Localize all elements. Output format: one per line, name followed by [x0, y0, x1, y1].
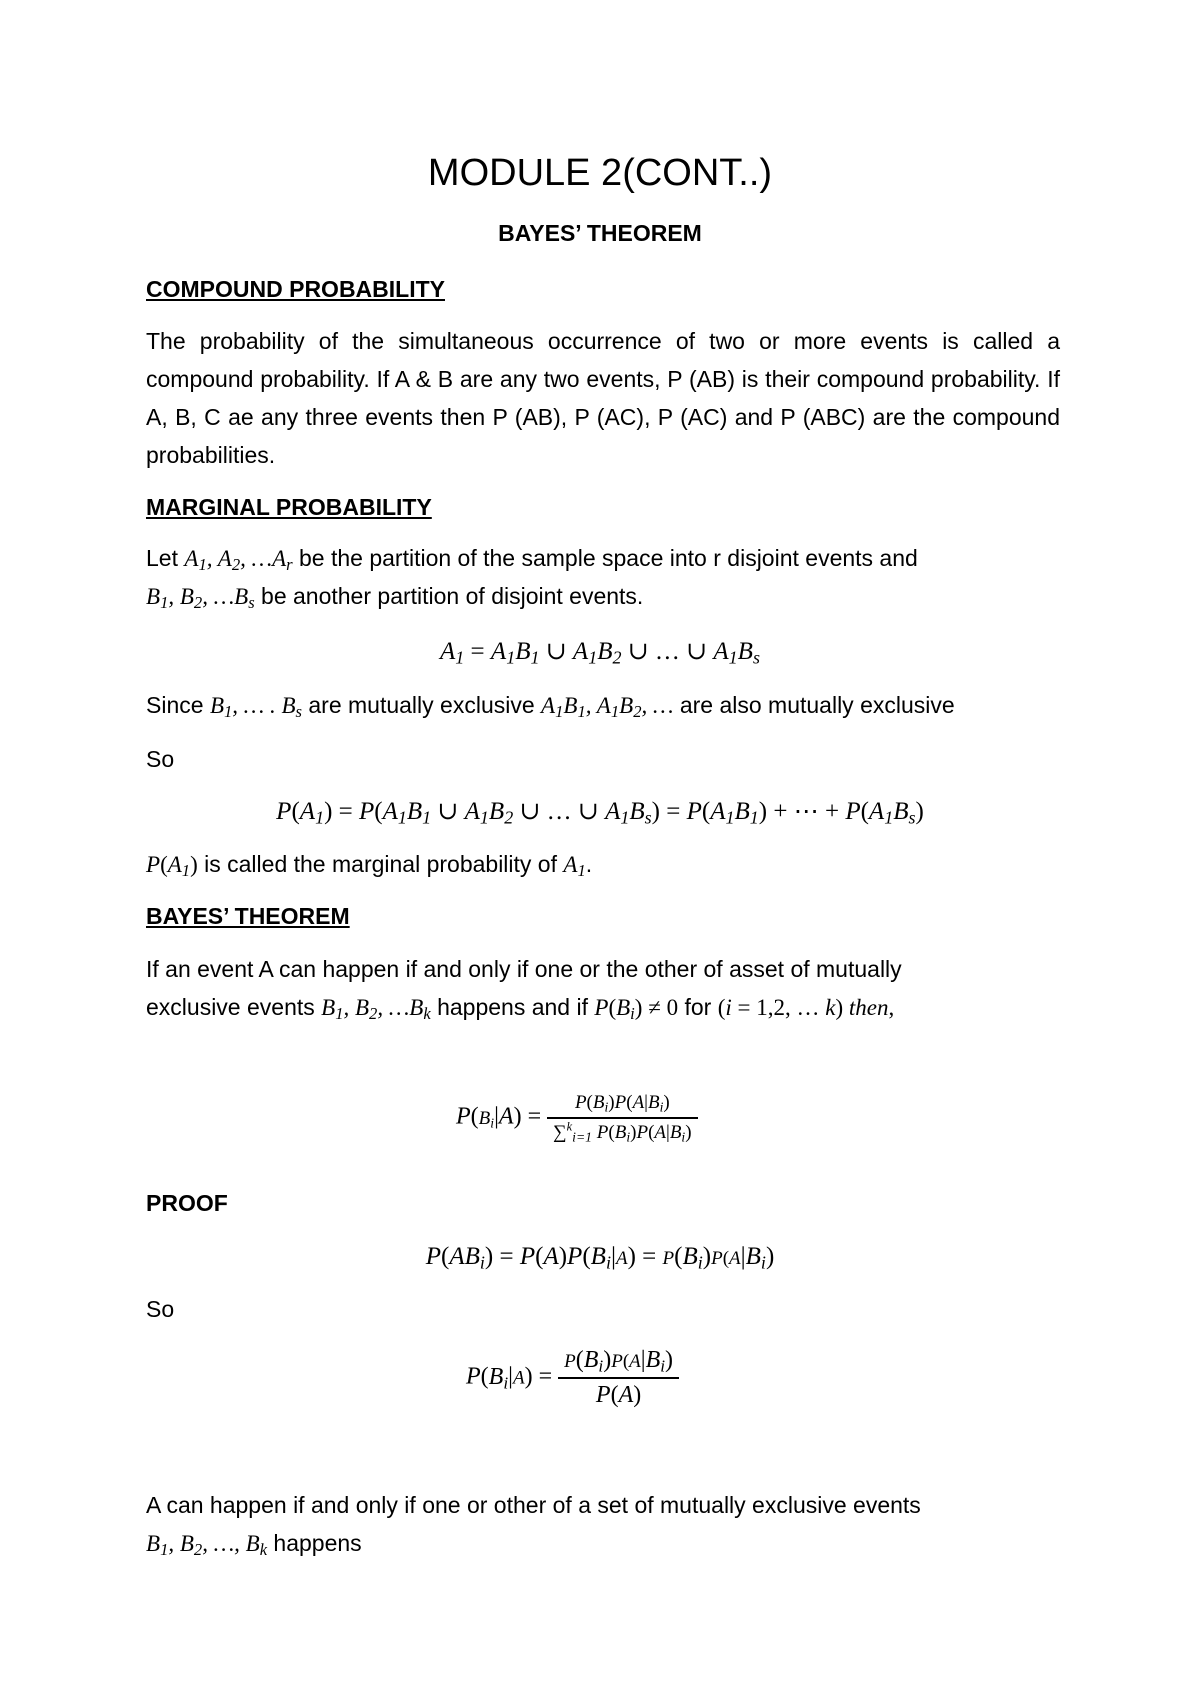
- called-period: .: [585, 851, 593, 877]
- math-p-a1: P: [146, 852, 161, 877]
- proof-final-line-2: $B_1$, $B_2$, …, $B_k$ happens: [146, 1530, 362, 1560]
- page-subtitle: BAYES’ THEOREM: [498, 220, 702, 246]
- let-suffix: be the partition of the sample space into r disjoint events and: [292, 545, 918, 571]
- equation-a1-union: $A_1 = A_1B_1$ ∪ $A_1B_2$ ∪ … ∪ $A_1B_s$: [440, 638, 760, 668]
- equation-proof-product: $P(AB_i) = P(A)P(B_i|A) = P(B_i)P(A|B_i)$: [425, 1243, 775, 1273]
- b-suffix: be another partition of disjoint events.: [254, 583, 644, 609]
- bayes-line2-for: for: [678, 994, 718, 1020]
- math-b-partition: $B_1$, $B_2$, $\dots B_s$: [146, 584, 255, 613]
- marginal-so: So: [146, 746, 175, 772]
- let-prefix: Let: [146, 545, 185, 571]
- marginal-heading: MARGINAL PROBABILITY: [146, 494, 432, 520]
- bayes-line2-prefix: exclusive events: [146, 994, 322, 1020]
- page-title: MODULE 2(CONT..): [427, 152, 773, 194]
- bayes-line-1: If an event A can happen if and only if one or the other of asset of mutually: [146, 956, 902, 982]
- marginal-b-line: [146, 583, 644, 613]
- math-ab-list: $A_1B_1$, $A_1B_2$, …: [541, 693, 674, 722]
- equation-marginal-sum: $P(A_1) = P(A_1B_1$ ∪ $A_1B_2$ ∪ … ∪ $A_1B_s) = P(A_1B_1)$ + ⋯ + $P(A_1B_s)$: [276, 798, 924, 828]
- proof-heading: PROOF: [146, 1190, 228, 1216]
- equation-bayes-formula: $P(B_i|A)$ = $\frac{P(B_i)P(A|B_i)}{\sum^k_{i=1} P(B_i)P(A|B_i)}$: [456, 1092, 698, 1144]
- since-prefix: Since: [146, 692, 210, 718]
- bayes-line-2: exclusive events $B_1$, $B_2$, $\dots B_k$ happens and if $P(B_i) \ne 0$ for (i = 1,2, … k) then,: [146, 994, 895, 1024]
- math-b-range: $B_1$, … . $B_s$: [209, 693, 302, 722]
- marginal-let-line: [146, 545, 918, 575]
- proof-so: So: [146, 1296, 175, 1322]
- marginal-since-line: [146, 692, 955, 722]
- since-mid: are mutually exclusive: [301, 692, 542, 718]
- final-line2-suffix: happens: [267, 1530, 362, 1556]
- since-suffix: are also mutually exclusive: [673, 692, 955, 718]
- marginal-called-line: $P(A_1)$ is called the marginal probability of $A_1$.: [146, 851, 593, 881]
- equation-proof-conditional: $P(B_i|A)$ = $\frac{P(B_i)P(A|B_i)}{P(A)}$: [466, 1347, 679, 1409]
- proof-final-line-1: A can happen if and only if one or other of a set of mutually exclusive events: [146, 1492, 921, 1518]
- compound-heading: COMPOUND PROBABILITY: [146, 276, 445, 302]
- math-a-partition: $A_1$, $A_2$, $\dots A_r$: [184, 546, 293, 575]
- called-suffix: is called the marginal probability of: [197, 851, 564, 877]
- compound-paragraph: The probability of the simultaneous occurrence of two or more events is called a compound probability. If A & B are any two events, P (AB) is their compound probability. If A, B, C ae any three events then P (AB), P (AC), P (AC) and P (ABC) are the compound probabilities.: [146, 328, 1060, 468]
- bayes-heading: BAYES’ THEOREM: [146, 903, 350, 929]
- bayes-line2-mid: happens and if: [430, 994, 595, 1020]
